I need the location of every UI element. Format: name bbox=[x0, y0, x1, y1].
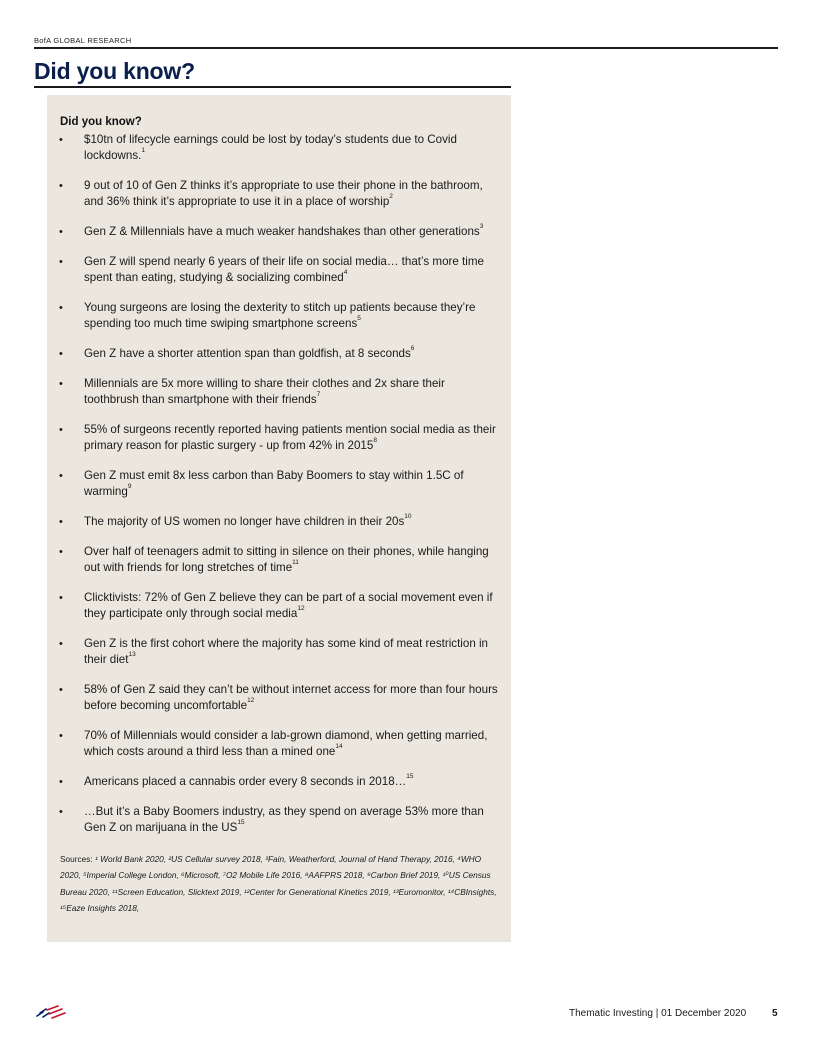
fact-text: 55% of surgeons recently reported having patients mention social media as their primary reason for plastic surgery - up from 42% in 2015 bbox=[84, 423, 496, 452]
footnote-marker: 12 bbox=[247, 697, 255, 704]
fact-text: Young surgeons are losing the dexterity to stitch up patients because they’re spending too much time swiping smartphone screens bbox=[84, 301, 476, 330]
bullet-icon: • bbox=[59, 180, 63, 192]
footnote-marker: 15 bbox=[237, 819, 245, 826]
fact-item bbox=[47, 544, 511, 576]
bullet-icon: • bbox=[59, 226, 63, 238]
fact-item bbox=[47, 300, 511, 332]
bullet-icon: • bbox=[59, 302, 63, 314]
fact-item bbox=[47, 224, 511, 240]
fact-text: Over half of teenagers admit to sitting in silence on their phones, while hanging out with friends for long stretches of time bbox=[84, 545, 489, 574]
bullet-icon: • bbox=[59, 378, 63, 390]
bullet-icon: • bbox=[59, 134, 63, 146]
box-heading: Did you know? bbox=[60, 116, 142, 128]
bofa-flag-logo-icon bbox=[34, 1004, 68, 1020]
fact-text: $10tn of lifecycle earnings could be lost by today’s students due to Covid lockdowns. bbox=[84, 133, 457, 162]
footnote-marker: 4 bbox=[343, 269, 348, 276]
fact-text: Millennials are 5x more willing to share their clothes and 2x share their toothbrush than smartphone with their friends bbox=[84, 377, 445, 406]
fact-item bbox=[47, 422, 511, 454]
footnote-marker: 15 bbox=[406, 773, 414, 780]
fact-item bbox=[47, 468, 511, 500]
fact-item bbox=[47, 178, 511, 210]
fact-item bbox=[47, 346, 511, 362]
fact-item bbox=[47, 682, 511, 714]
fact-text: Gen Z must emit 8x less carbon than Baby Boomers to stay within 1.5C of warming bbox=[84, 469, 464, 498]
fact-item bbox=[47, 514, 511, 530]
fact-item bbox=[47, 804, 511, 836]
fact-text: Clicktivists: 72% of Gen Z believe they can be part of a social movement even if they participate only through social media bbox=[84, 591, 493, 620]
bullet-icon: • bbox=[59, 256, 63, 268]
footnote-marker: 1 bbox=[141, 147, 145, 154]
fact-text: The majority of US women no longer have children in their 20s bbox=[84, 515, 405, 528]
bullet-icon: • bbox=[59, 546, 63, 558]
report-series-label: BofA GLOBAL RESEARCH bbox=[34, 36, 132, 45]
bullet-icon: • bbox=[59, 776, 63, 788]
did-you-know-box bbox=[47, 95, 511, 942]
sources-note bbox=[60, 851, 500, 916]
page-title: Did you know? bbox=[34, 58, 195, 84]
footnote-marker: 12 bbox=[297, 605, 305, 612]
footnote-marker: 5 bbox=[357, 315, 361, 322]
fact-text: …But it’s a Baby Boomers industry, as they spend on average 53% more than Gen Z on marijuana in the US bbox=[84, 805, 484, 834]
fact-text: Americans placed a cannabis order every 8 seconds in 2018… bbox=[84, 775, 407, 788]
fact-item bbox=[47, 132, 511, 164]
fact-text: Gen Z is the first cohort where the majority has some kind of meat restriction in their diet bbox=[84, 637, 489, 666]
footnote-marker: 2 bbox=[389, 193, 393, 200]
title-divider bbox=[34, 86, 511, 88]
bullet-icon: • bbox=[59, 470, 63, 482]
fact-text: Gen Z will spend nearly 6 years of their life on social media… that’s more time spent than eating, studying & socializing combined bbox=[84, 255, 484, 284]
footnote-marker: 6 bbox=[410, 345, 415, 352]
fact-text: 70% of Millennials would consider a lab-grown diamond, when getting married, which costs around a third less than a mined one bbox=[84, 729, 488, 758]
page-number: 5 bbox=[772, 1008, 778, 1019]
fact-item bbox=[47, 774, 511, 790]
footer-report-info: Thematic Investing | 01 December 2020 bbox=[569, 1008, 747, 1019]
bullet-icon: • bbox=[59, 592, 63, 604]
sources-text: ¹ World Bank 2020, ²US Cellular survey 2018, ³Fain, Weatherford, Journal of Hand Therapy, 2016, ⁴WHO 2020, ⁵Imperial College London, ⁶Microsoft, ⁷O2 Mobile Life 2016, ⁸AAFPRS 2018, ⁹Carbon Brief 2019, ¹⁰US Census Bureau 2020, ¹¹Screen Education, Slicktext 2019, ¹²Center for Generational Kinetics 2019, ¹³Euromonitor, ¹⁴CBInsights, ¹⁵Eaze Insights 2018, bbox=[60, 854, 497, 913]
sources-lead: Sources: bbox=[60, 854, 93, 864]
fact-text: Gen Z have a shorter attention span than goldfish, at 8 seconds bbox=[84, 347, 411, 360]
footnote-marker: 14 bbox=[335, 743, 343, 750]
footnote-marker: 3 bbox=[479, 223, 484, 230]
footnote-marker: 10 bbox=[404, 513, 412, 520]
bullet-icon: • bbox=[59, 424, 63, 436]
header-divider bbox=[34, 47, 778, 49]
fact-item bbox=[47, 728, 511, 760]
fact-text: 9 out of 10 of Gen Z thinks it’s appropriate to use their phone in the bathroom, and 36% think it’s appropriate to use it in a place of worship bbox=[84, 179, 483, 208]
fact-text: 58% of Gen Z said they can’t be without internet access for more than four hours before becoming uncomfortable bbox=[84, 683, 498, 712]
footnote-marker: 7 bbox=[316, 391, 321, 398]
footnote-marker: 9 bbox=[127, 483, 132, 490]
footnote-marker: 13 bbox=[128, 651, 136, 658]
footnote-marker: 8 bbox=[373, 437, 377, 444]
fact-item bbox=[47, 636, 511, 668]
facts-list bbox=[47, 132, 511, 850]
footnote-marker: 11 bbox=[292, 559, 299, 566]
bullet-icon: • bbox=[59, 684, 63, 696]
bullet-icon: • bbox=[59, 638, 63, 650]
bullet-icon: • bbox=[59, 730, 63, 742]
bullet-icon: • bbox=[59, 516, 63, 528]
fact-item bbox=[47, 254, 511, 286]
fact-text: Gen Z & Millennials have a much weaker handshakes than other generations bbox=[84, 225, 480, 238]
fact-item bbox=[47, 376, 511, 408]
bullet-icon: • bbox=[59, 348, 63, 360]
fact-item bbox=[47, 590, 511, 622]
bullet-icon: • bbox=[59, 806, 63, 818]
